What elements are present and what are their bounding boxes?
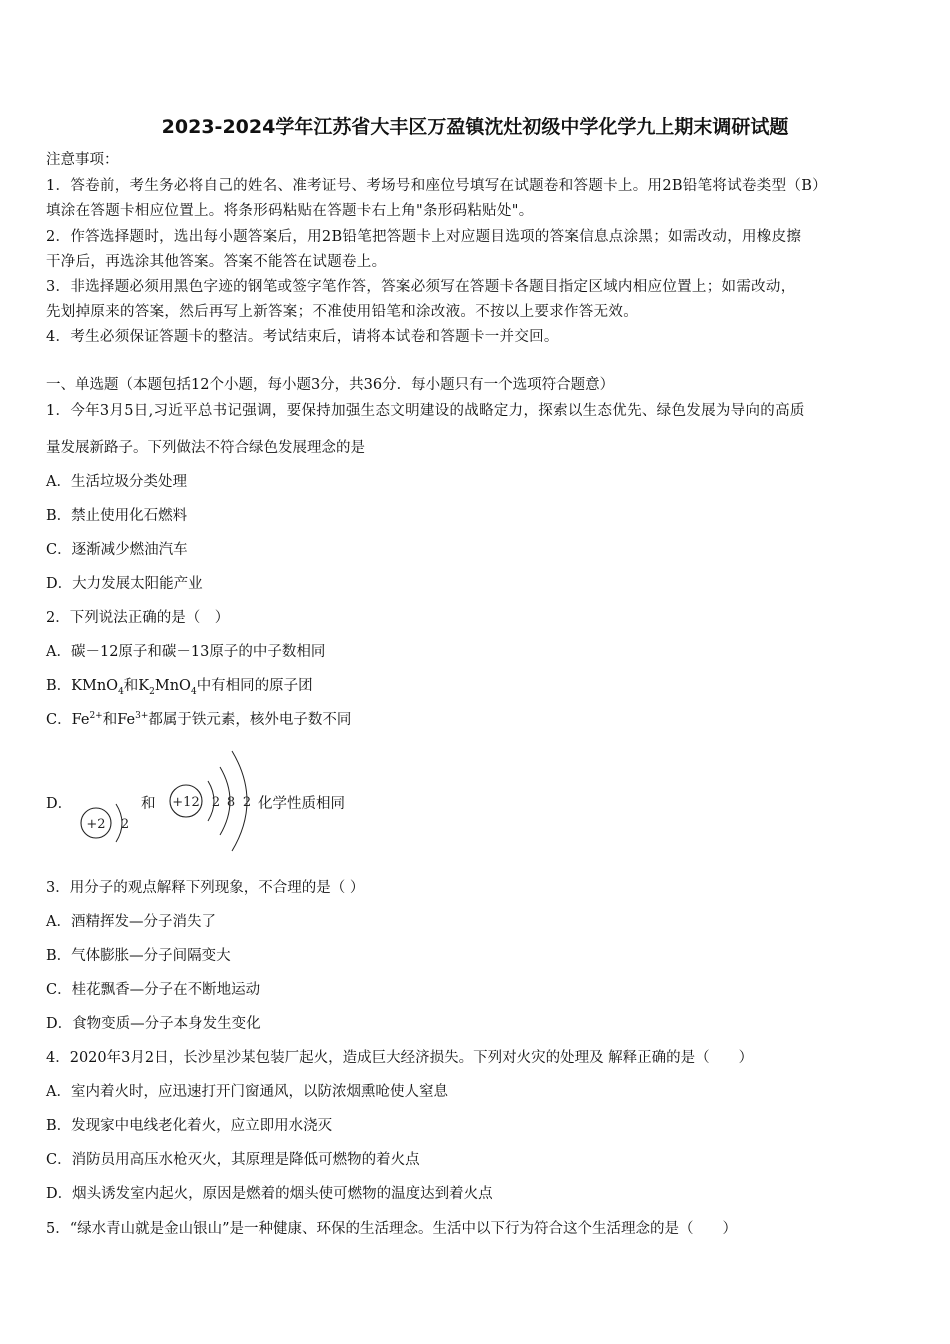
notice-line: 1．答卷前，考生务必将自己的姓名、准考证号、考场号和座位号填写在试题卷和答题卡上。用2B铅笔将试卷类型（B） — [46, 178, 827, 194]
page-title: 2023-2024学年江苏省大丰区万盈镇沈灶初级中学化学九上期末调研试题 — [161, 116, 789, 138]
notice-line: 先划掉原来的答案，然后再写上新答案；不准使用铅笔和涂改液。不按以上要求作答无效。 — [46, 304, 638, 320]
notice-line: 4．考生必须保证答题卡的整洁。考试结束后，请将本试卷和答题卡一并交回。 — [46, 329, 559, 345]
notice-line: 3．非选择题必须用黑色字迹的钢笔或签字笔作答，答案必须写在答题卡各题目指定区域内相应位置上；如需改动， — [46, 279, 796, 295]
option-d: D．食物变质—分子本身发生变化 — [46, 1016, 261, 1032]
shell-electron-count: 8 — [226, 795, 236, 810]
question-stem: 量发展新路子。下列做法不符合绿色发展理念的是 — [46, 440, 365, 456]
notice-heading: 注意事项： — [46, 152, 119, 168]
question-stem: 1．今年3月5日,习近平总书记强调，要保持加强生态文明建设的战略定力，探索以生态优先、绿色发展为导向的高质 — [46, 403, 805, 419]
question-stem: 2．下列说法正确的是（ ） — [46, 610, 230, 626]
notice-line: 2．作答选择题时，选出每小题答案后，用2B铅笔把答题卡上对应题目选项的答案信息点涂黑；如需改动，用橡皮擦 — [46, 229, 802, 245]
question-stem: 4．2020年3月2日，长沙星沙某包装厂起火，造成巨大经济损失。下列对火灾的处理及 解释正确的是（ ） — [46, 1050, 754, 1066]
option-c: C．逐渐减少燃油汽车 — [46, 542, 188, 558]
option-d: D．大力发展太阳能产业 — [46, 576, 203, 592]
question-stem: 5．“绿水青山就是金山银山”是一种健康、环保的生活理念。生活中以下行为符合这个生活理念的是（ ） — [46, 1221, 738, 1237]
notice-line: 干净后，再选涂其他答案。答案不能答在试题卷上。 — [46, 254, 387, 270]
shell-electron-count: 2 — [242, 795, 252, 810]
option-a: A．酒精挥发—分子消失了 — [46, 914, 216, 930]
option-a: A．生活垃圾分类处理 — [46, 474, 187, 490]
option-b: B．气体膨胀—分子间隔变大 — [46, 948, 231, 964]
option-d: D．烟头诱发室内起火，原因是燃着的烟头使可燃物的温度达到着火点 — [46, 1186, 493, 1202]
option-c: C．消防员用高压水枪灭火，其原理是降低可燃物的着火点 — [46, 1152, 420, 1168]
atom-diagram-helium — [76, 790, 138, 856]
option-a: A．碳－12原子和碳－13原子的中子数相同 — [46, 644, 326, 660]
notice-line: 填涂在答题卡相应位置上。将条形码粘贴在答题卡右上角"条形码粘贴处"。 — [46, 203, 534, 219]
atom-diagram-magnesium — [164, 745, 258, 857]
nucleus-charge: +12 — [172, 795, 200, 810]
section-heading: 一、单选题（本题包括12个小题，每小题3分，共36分．每小题只有一个选项符合题意） — [46, 377, 615, 393]
option-d-text: 化学性质相同 — [258, 796, 345, 812]
option-d-label: D． — [46, 796, 73, 812]
option-c: C．$Fe^{2+}$和$Fe^{3+}$都属于铁元素，核外电子数不同 — [46, 711, 352, 728]
shell-electron-count: 2 — [120, 817, 130, 832]
option-a: A．室内着火时，应迅速打开门窗通风，以防浓烟熏呛使人窒息 — [46, 1084, 448, 1100]
shell-electron-count: 2 — [211, 795, 221, 810]
option-b: B．禁止使用化石燃料 — [46, 508, 188, 524]
option-d-and: 和 — [141, 796, 156, 812]
option-c: C．桂花飘香—分子在不断地运动 — [46, 982, 261, 998]
option-b: B．KMnO$_4$和$K_2MnO_4$中有相同的原子团 — [46, 678, 313, 697]
option-b: B．发现家中电线老化着火，应立即用水浇灭 — [46, 1118, 333, 1134]
nucleus-charge: +2 — [86, 817, 106, 832]
question-stem: 3．用分子的观点解释下列现象，不合理的是（ ） — [46, 880, 365, 896]
